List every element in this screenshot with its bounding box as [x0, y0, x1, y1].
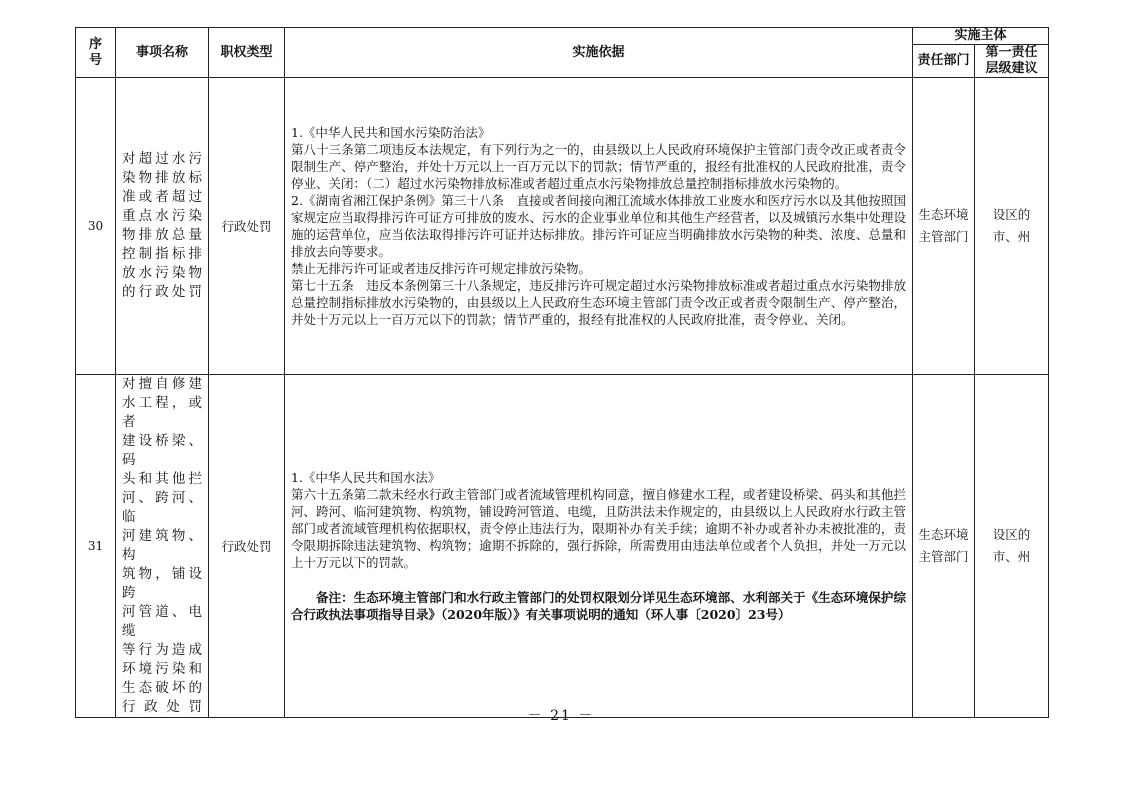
power-type: 行政处罚: [209, 375, 285, 718]
basis-note: 备注：生态环境主管部门和水行政主管部门的处罚权限划分详见生态环境部、水利部关于《生态环境保护综合行政执法事项指导目录》（2020年版）》有关事项说明的通知（环人事〔2020〕23号）: [291, 590, 906, 622]
basis-paragraph: 第八十三条第二项违反本法规定，有下列行为之一的，由县级以上人民政府环境保护主管部门责令改正或者责令限制生产、停产整治，并处十万元以上一百万元以下的罚款；情节严重的，报经有批准权的人民政府批准，责令停业、关闭：（二）超过水污染物排放标准或者超过重点水污染物排放总量控制指标排放水污染物的。: [291, 142, 906, 191]
header-power-type: 职权类型: [209, 28, 285, 78]
table-row: [76, 375, 1049, 718]
item-name: 对超过水污 染物排放标 准或者超过 重点水污染 物排放总量 控制指标排 放水污染物 的行政处罚: [116, 78, 209, 375]
basis-paragraph: 禁止无排污许可证或者违反排污许可规定排放污染物。: [291, 261, 592, 276]
row-number: 30: [76, 78, 116, 375]
basis-paragraph: 1.《中华人民共和国水污染防治法》: [291, 125, 491, 140]
basis-paragraph: 1.《中华人民共和国水法》: [291, 470, 441, 485]
header-seq: 序号: [76, 28, 116, 78]
legal-basis: [285, 78, 913, 375]
first-level: 设区的 市、州: [975, 375, 1049, 718]
basis-paragraph: 第七十五条 违反本条例第三十八条规定，违反排污许可规定超过水污染物排放标准或者超过重点水污染物排放总量控制指标排放水污染物的，由县级以上人民政府生态环境主管部门责令改正或者责令限制生产、停产整治，并处十万元以上一百万元以下的罚款；情节严重的，报经有批准权的人民政府批准，责令停业、关闭。: [291, 278, 906, 327]
page-number: － 21 －: [527, 708, 595, 724]
basis-paragraph: 2.《湖南省湘江保护条例》第三十八条 直接或者间接向湘江流域水体排放工业废水和医疗污水以及其他按照国家规定应当取得排污许可证方可排放的废水、污水的企业事业单位和其他生产经营者，以及城镇污水集中处理设施的运营单位，应当依法取得排污许可证并达标排放。排污许可证应当明确排放水污染物的种类、浓度、总量和排放去向等要求。: [291, 193, 906, 259]
enforcement-items-table: [75, 27, 1049, 718]
basis-paragraph: 第六十五条第二款未经水行政主管部门或者流域管理机构同意，擅自修建水工程，或者建设桥梁、码头和其他拦河、跨河、临河建筑物、构筑物，铺设跨河管道、电缆，且防洪法未作规定的，由县级以上人民政府水行政主管部门或者流域管理机构依据职权，责令停止违法行为，限期补办有关手续；逾期不补办或者补办未被批准的，责令限期拆除违法建筑物、构筑物；逾期不拆除的，强行拆除，所需费用由违法单位或者个人负担，并处一万元以上十万元以下的罚款。: [291, 487, 906, 570]
header-first-level: 第一责任层级建议: [975, 45, 1049, 78]
row-number: 31: [76, 375, 116, 718]
header-subject: 实施主体: [913, 28, 1049, 45]
first-level: 设区的 市、州: [975, 78, 1049, 375]
power-type: 行政处罚: [209, 78, 285, 375]
header-basis: 实施依据: [285, 28, 913, 78]
responsible-dept: 生态环境 主管部门: [913, 78, 975, 375]
header-responsible-dept: 责任部门: [913, 45, 975, 78]
header-item-name: 事项名称: [116, 28, 209, 78]
table-row: [76, 78, 1049, 375]
responsible-dept: 生态环境 主管部门: [913, 375, 975, 718]
item-name: 对擅自修建 水工程，或者 建设桥梁、码 头和其他拦 河、跨河、临 河建筑物、构 筑物，铺设跨 河管道、电缆 等行为造成 环境污染和 生态破坏的 行政处罚: [116, 375, 209, 718]
legal-basis: [285, 375, 913, 718]
